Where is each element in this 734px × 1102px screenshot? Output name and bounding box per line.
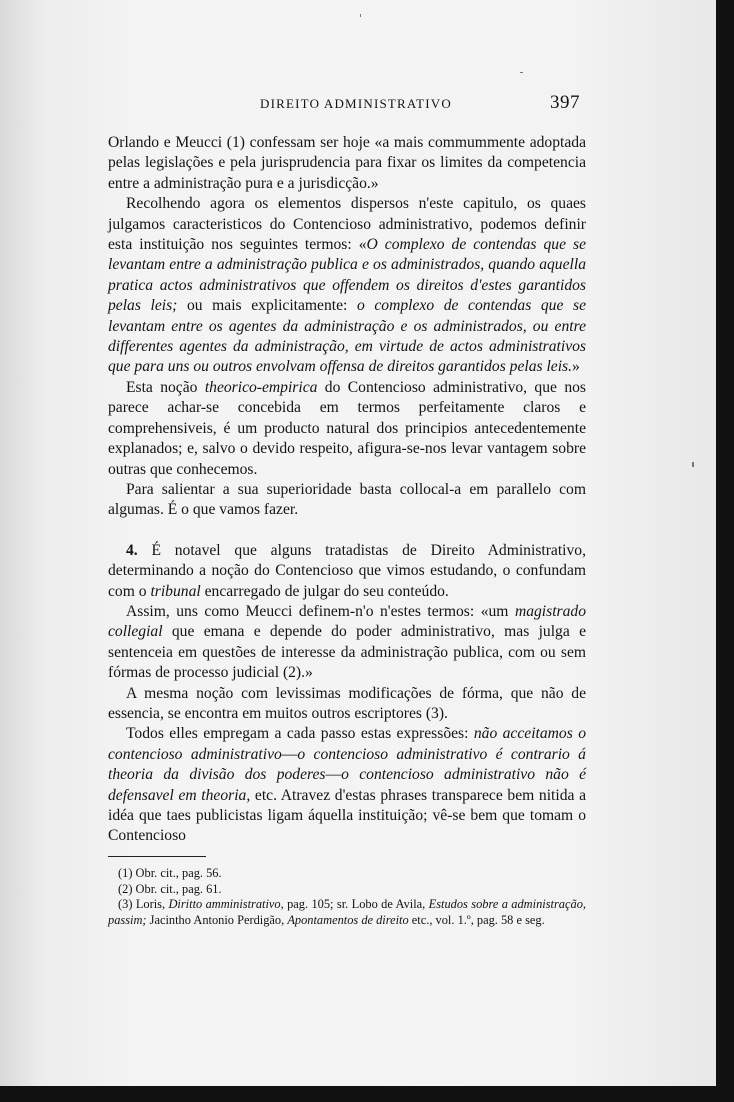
- running-title: DIREITO ADMINISTRATIVO: [260, 96, 452, 111]
- text-run: Assim, uns como Meucci definem-n'o n'estes termos: «um: [126, 602, 515, 620]
- italic-title: Apontamentos de direito: [287, 912, 409, 927]
- body-text: [108, 133, 586, 847]
- footnote-2: [108, 882, 586, 898]
- italic-term: tribunal: [150, 582, 201, 600]
- text-run: (2) Obr. cit., pag. 61.: [118, 881, 222, 896]
- italic-term: magistrado collegial: [108, 602, 586, 641]
- text-run: Orlando e Meucci (1) confessam ser hoje «a mais commummente adoptada pelas legislações e pela jurisprudencia para fixar os limites da competencia entre a administração pura e a jurisdicção.»: [108, 134, 586, 192]
- italic-quote: o contencioso administrativo é contrario á theoria da divisão dos poderes: [108, 745, 586, 784]
- text-run: (1) Obr. cit., pag. 56.: [118, 866, 222, 880]
- footnote-3: [108, 897, 586, 928]
- footnote-1: [108, 866, 586, 882]
- paragraph-3: [108, 378, 586, 480]
- paper-speck: [360, 14, 361, 17]
- text-run: etc., vol. 1.º, pag. 58 e seg.: [408, 912, 545, 927]
- text-run: É notavel que alguns tratadistas de Direito Administrativo, determinando a noção do Contencioso que vimos estudando, o confundam com o: [108, 541, 586, 600]
- italic-title: Estudos sobre a administração, passim;: [108, 897, 586, 927]
- running-head: [110, 92, 580, 116]
- text-run: pag. 105; sr. Lobo de Avila,: [283, 897, 429, 911]
- italic-term: theorico-empirica: [204, 378, 318, 396]
- text-run: Esta noção: [126, 378, 205, 396]
- italic-quote: o contencioso administrativo não é defensavel em theoria,: [108, 766, 587, 804]
- paper-speck: [692, 462, 694, 467]
- italic-quote: não acceitamos o contencioso administrativo: [108, 725, 586, 763]
- paragraph-4: [108, 480, 586, 521]
- paragraph-1: [108, 133, 586, 194]
- text-run: Para salientar a sua superioridade basta collocal-a em parallelo com algumas. É o que vamos fazer.: [108, 480, 586, 519]
- text-run: etc. Atravez d'estas phrases transparece bem nitida a idéa que taes publicistas ligam áquella instituição; vê-se bem que tomam o Contencioso: [108, 786, 586, 845]
- text-run: »: [572, 358, 580, 376]
- italic-title: Diritto amministrativo,: [168, 897, 284, 911]
- paragraph-7: [108, 684, 586, 725]
- paper-speck: [520, 72, 523, 73]
- dash: —: [281, 745, 298, 763]
- page-number: 397: [550, 92, 580, 113]
- italic-definition: o complexo de contendas que se levantam entre os agentes da administração e os administrados, ou entre differentes agentes da administração, em virtude de actos administrativos que para uns ou outros envolvam offensa de direitos garantidos pelas leis.: [108, 297, 586, 376]
- text-run: encarregado de julgar do seu conteúdo.: [200, 582, 449, 600]
- text-run: (3) Loris,: [118, 897, 169, 911]
- paragraph-6: [108, 602, 586, 684]
- footnotes: [108, 866, 586, 928]
- italic-definition: O complexo de contendas que se levantam entre a administração publica e os administrados, quando aquella pratica actos administrativos que offendem os direitos d'estes garantidos pelas leis;: [108, 236, 587, 315]
- text-run: Jacintho Antonio Perdigão,: [146, 912, 288, 927]
- paragraph-5: [108, 541, 586, 602]
- paragraph-2: [108, 194, 586, 378]
- text-run: Recolhendo agora os elementos dispersos n'este capitulo, os quaes julgamos caracteristicos do Contencioso administrativo, podemos definir esta instituição nos seguintes termos: «: [108, 195, 586, 254]
- section-number: 4.: [126, 541, 138, 559]
- paragraph-8: [108, 724, 586, 846]
- dash: —: [325, 766, 342, 784]
- text-run: que emana e depende do poder administrativo, mas julga e sentenceia em questões de interesse da administração publica, com ou sem fórmas de processo judicial (2).»: [108, 623, 586, 682]
- text-run: A mesma noção com levissimas modificações de fórma, que não de essencia, se encontra em muitos outros escriptores (3).: [108, 684, 586, 722]
- text-run: Todos elles empregam a cada passo estas expressões:: [126, 725, 474, 743]
- footnote-rule: [108, 856, 206, 857]
- text-run: do Contencioso administrativo, que nos parece achar-se concebida em termos perfeitamente claros e comprehensiveis, é um producto natural dos principios antecedentemente explanados; e, salvo o devido respeito, afigura-se-nos levar vantagem sobre outras que conhecemos.: [108, 378, 586, 478]
- text-run: ou mais explicitamente:: [177, 297, 357, 315]
